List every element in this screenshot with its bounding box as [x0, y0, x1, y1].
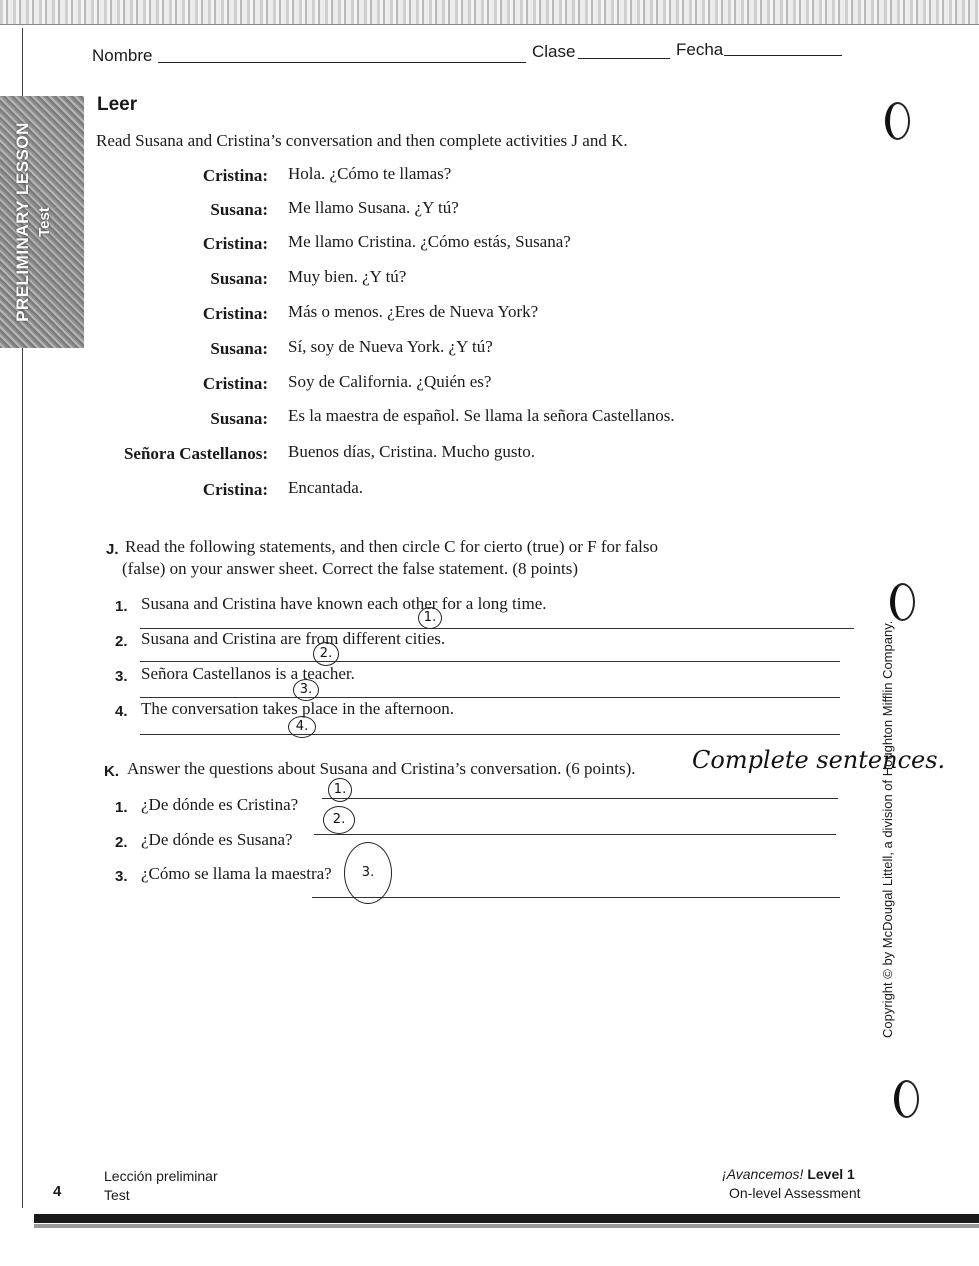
answer-line[interactable] [322, 798, 838, 799]
answer-line[interactable] [140, 734, 840, 735]
footer-assessment: On-level Assessment [729, 1185, 861, 1201]
dialogue-speaker: Cristina: [202, 234, 268, 253]
handwritten-note: Complete sentences. [692, 746, 946, 774]
hole-punch [890, 583, 915, 621]
question-text: The conversation takes place in the afternoon. [141, 699, 454, 718]
question-text: ¿De dónde es Cristina? [141, 795, 299, 814]
dialogue-speaker: Susana: [210, 200, 268, 219]
footer-series [722, 1166, 855, 1182]
copyright-notice: Copyright © by McDougal Littell, a division of Houghton Mifflin Company. [880, 620, 895, 1038]
clase-field[interactable] [578, 58, 670, 59]
handwritten-circled-number: 1. [418, 607, 442, 629]
dialogue-line: Hola. ¿Cómo te llamas? [288, 164, 452, 183]
dialogue-line: Muy bien. ¿Y tú? [288, 267, 407, 286]
question-number: 3. [115, 868, 128, 885]
dialogue-speaker: Cristina: [202, 374, 268, 393]
question-text: ¿De dónde es Susana? [141, 830, 293, 849]
dialogue-speaker: Susana: [210, 339, 268, 358]
dialogue-line: Es la maestra de español. Se llama la señora Castellanos. [288, 406, 675, 425]
question-number: 2. [115, 633, 128, 650]
side-tab-line1: PRELIMINARY LESSON [13, 122, 32, 322]
bottom-rule-shadow [34, 1224, 979, 1228]
activity-j-instructions-2: (false) on your answer sheet. Correct the false statement. (8 points) [122, 559, 579, 578]
activity-j-instructions-1: Read the following statements, and then circle C for cierto (true) or F for falso [125, 537, 658, 556]
nombre-field[interactable] [158, 62, 526, 63]
answer-line[interactable] [140, 661, 840, 662]
dialogue-line: Me llamo Susana. ¿Y tú? [288, 198, 459, 217]
dialogue-line: Más o menos. ¿Eres de Nueva York? [288, 302, 539, 321]
dialogue-speaker: Susana: [210, 409, 268, 428]
section-title: Leer [97, 94, 138, 115]
side-tab-line2: Test [36, 207, 53, 237]
handwritten-circled-number: 4. [288, 716, 316, 738]
question-number: 2. [115, 834, 128, 851]
question-number: 1. [115, 799, 128, 816]
question-number: 1. [115, 598, 128, 615]
intro-text: Read Susana and Cristina’s conversation and then complete activities J and K. [96, 131, 628, 150]
hole-punch [894, 1080, 919, 1118]
dialogue-line: Me llamo Cristina. ¿Cómo estás, Susana? [288, 232, 571, 251]
clase-label: Clase [532, 42, 576, 61]
page-number: 4 [53, 1183, 62, 1200]
dialogue-line: Buenos días, Cristina. Mucho gusto. [288, 442, 535, 461]
top-decorative-band [0, 0, 979, 25]
footer-test: Test [104, 1187, 130, 1203]
question-text: Susana and Cristina have known each other for a long time. [141, 594, 547, 613]
fecha-field[interactable] [724, 55, 842, 56]
nombre-label: Nombre [92, 46, 153, 65]
dialogue-line: Sí, soy de Nueva York. ¿Y tú? [288, 337, 493, 356]
fecha-label: Fecha [676, 40, 724, 59]
activity-k-instructions: Answer the questions about Susana and Cristina’s conversation. (6 points). [127, 759, 636, 778]
dialogue-speaker: Señora Castellanos: [123, 444, 268, 463]
answer-line[interactable] [140, 697, 840, 698]
activity-k-letter: K. [104, 763, 119, 780]
dialogue-speaker: Cristina: [202, 166, 268, 185]
answer-line[interactable] [314, 834, 836, 835]
handwritten-circled-number: 2. [323, 806, 355, 834]
hole-punch [885, 102, 910, 140]
dialogue-line: Soy de California. ¿Quién es? [288, 372, 492, 391]
footer-lesson: Lección preliminar [104, 1168, 218, 1184]
activity-j-letter: J. [106, 541, 119, 558]
handwritten-circled-number: 3. [293, 679, 319, 701]
question-text: Señora Castellanos is a teacher. [141, 664, 355, 683]
footer-series-title: ¡Avancemos! [722, 1166, 804, 1182]
handwritten-circled-number: 2. [313, 642, 339, 666]
handwritten-circled-number: 3. [344, 842, 392, 904]
handwritten-circled-number: 1. [328, 778, 352, 802]
footer-level: Level 1 [807, 1166, 855, 1182]
bottom-rule [34, 1214, 979, 1223]
question-number: 3. [115, 668, 128, 685]
question-number: 4. [115, 703, 128, 720]
dialogue-speaker: Susana: [210, 269, 268, 288]
question-text: ¿Cómo se llama la maestra? [141, 864, 332, 883]
dialogue-speaker: Cristina: [202, 304, 268, 323]
answer-line[interactable] [312, 897, 840, 898]
dialogue-line: Encantada. [288, 478, 364, 497]
question-text: Susana and Cristina are from different cities. [141, 629, 446, 648]
dialogue-speaker: Cristina: [202, 480, 268, 499]
